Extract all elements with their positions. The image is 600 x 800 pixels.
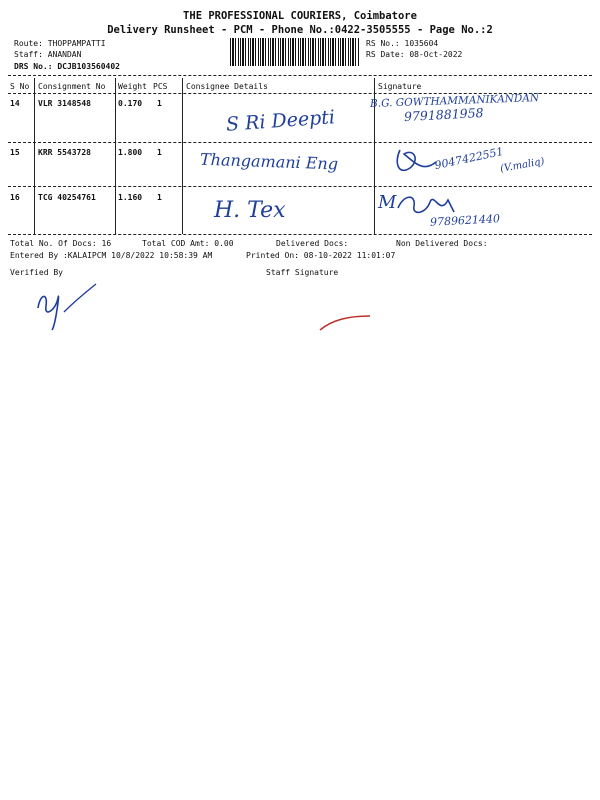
delivered-docs: Delivered Docs: [276,239,349,248]
total-docs: Total No. Of Docs: 16 [10,239,112,248]
consignee-handwriting: Thangamani Eng [199,149,339,174]
row-pcs: 1 [157,148,162,157]
row-weight: 1.160 [118,193,143,202]
staff-label: Staff: ANANDAN [14,50,82,59]
verifier-signature [30,278,110,338]
row-weight: 1.800 [118,148,143,157]
col-header-weight: Weight [118,82,147,91]
staff-signature-label: Staff Signature [266,268,339,277]
table-top-rule [8,75,592,76]
row-pcs: 1 [157,193,162,202]
signature-phone: 9791881958 [403,104,484,125]
col-header-pcs: PCS [153,82,168,91]
signature-handwriting: M [378,192,397,213]
drs-number: DRS No.: DCJB103560402 [14,62,120,71]
barcode [230,38,360,66]
table-bottom-rule [8,234,592,235]
row-sno: 15 [10,148,20,157]
rs-number: RS No.: 1035604 [366,39,439,48]
verified-by-label: Verified By [10,268,63,277]
company-title: THE PROFESSIONAL COURIERS, Coimbatore [183,10,417,22]
signature-note: (V.maliq) [499,156,546,175]
route-label: Route: THOPPAMPATTI [14,39,106,48]
col-header-signature: Signature [378,82,422,91]
row-consignment-no: KRR 5543728 [38,148,91,157]
signature-phone: 9047422551 [433,144,505,173]
column-divider [34,78,35,234]
row-pcs: 1 [157,99,162,108]
non-delivered-docs: Non Delivered Docs: [396,239,488,248]
runsheet-subtitle: Delivery Runsheet - PCM - Phone No.:0422-3505555 - Page No.:2 [107,24,493,36]
rs-date: RS Date: 08-Oct-2022 [366,50,463,59]
column-divider [182,78,183,234]
row-sno: 16 [10,193,20,202]
total-cod: Total COD Amt: 0.00 [142,239,234,248]
printed-on: Printed On: 08-10-2022 11:01:07 [246,251,396,260]
red-pen-mark [316,310,376,334]
row-sno: 14 [10,99,20,108]
row-consignment-no: VLR 3148548 [38,99,91,108]
consignee-handwriting: H. Tex [214,198,286,223]
signature-phone: 9789621440 [429,212,501,229]
entered-by: Entered By :KALAIPCM 10/8/2022 10:58:39 AM [10,251,213,260]
col-header-consignee: Consignee Details [186,82,268,91]
col-header-sno: S No [10,82,30,91]
row-weight: 0.170 [118,99,143,108]
col-header-consignment: Consignment No [38,82,106,91]
signature-handwriting: B.G. GOWTHAMMANIKANDAN [369,92,540,110]
consignee-handwriting: S Ri Deepti [225,106,336,136]
row-consignment-no: TCG 40254761 [38,193,96,202]
column-divider [115,78,116,234]
